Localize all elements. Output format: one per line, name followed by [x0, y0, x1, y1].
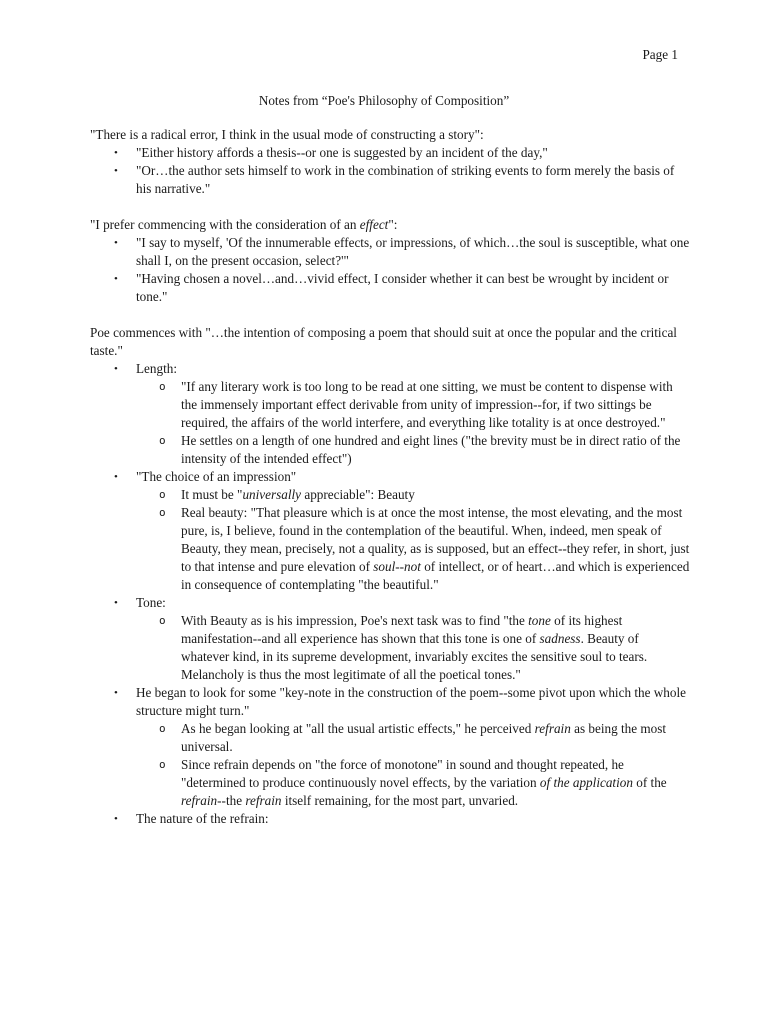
list-item-choice: • "The choice of an impression" o It must be "universally appreciable": Beauty o Real beauty: "That pleasure which is at once the most intense, the most elevating, and the most pure, is, I believe, found in the contemplation of the beautiful. When, indeed, men speak of Beauty, they mean, precisely, not a quality, as is supposed, but an effect--they refer, in short, just to that intense and pure elevation of soul--not of intellect, or of heart…and which is experienced in consequence of contemplating "the beautiful."	[90, 468, 690, 594]
list-item-tone: • Tone: o With Beauty as is his impression, Poe's next task was to find "the tone of its highest manifestation--and all experience has shown that this tone is one of sadness. Beauty of whatever kind, in its supreme development, invariably excites the sensitive soul to tears. Melancholy is thus the most legitimate of all the poetical tones."	[90, 594, 690, 684]
sub-bullet-icon: o	[159, 488, 166, 501]
document-title: Notes from “Poe's Philosophy of Composition”	[258, 93, 510, 108]
sub-list-item: o Real beauty: "That pleasure which is at once the most intense, the most elevating, and the most pure, is, I believe, found in the contemplation of the beautiful. When, indeed, men speak of Beauty, they mean, precisely, not a quality, as is supposed, but an effect--they refer, in short, just to that intense and pure elevation of soul--not of intellect, or of heart…and which is experienced in consequence of contemplating "the beautiful."	[159, 505, 690, 592]
sub-list	[136, 720, 690, 810]
sub-bullet-icon: o	[159, 380, 166, 393]
sub-list-item: o Since refrain depends on "the force of monotone" in sound and thought repeated, he "determined to produce continuously novel effects, by the variation of the application of the refrain--the refrain itself remaining, for the most part, unvaried.	[159, 757, 667, 808]
bullet-icon: •	[114, 237, 118, 249]
list-item-length: • Length: o "If any literary work is too long to be read at one sitting, we must be content to dispense with the immensely important effect derivable from unity of impression--for, if two sittings be required, the affairs of the world interfere, and everything like totality is at once destroyed." o He settles on a length of one hundred and eight lines ("the brevity must be in direct ratio of the intensity of the intended effect")	[90, 360, 690, 468]
section-radical-error	[90, 126, 690, 198]
bullet-list	[90, 360, 690, 828]
section-intro: "There is a radical error, I think in the usual mode of constructing a story":	[90, 127, 484, 142]
list-item-nature: • The nature of the refrain:	[114, 811, 269, 826]
bullet-icon: •	[114, 363, 118, 375]
bullet-icon: •	[114, 813, 118, 825]
section-intro: Poe commences with "…the intention of composing a poem that should suit at once the popular and the critical taste."	[90, 325, 677, 358]
bullet-icon: •	[114, 273, 118, 285]
sub-list	[136, 378, 690, 468]
sub-list-item: o It must be "universally appreciable": Beauty	[159, 487, 415, 502]
section-poem-intention	[90, 324, 690, 828]
sub-bullet-icon: o	[159, 722, 166, 735]
list-item: • "Having chosen a novel…and…vivid effect, I consider whether it can best be wrought by incident or tone."	[114, 271, 669, 304]
bullet-icon: •	[114, 687, 118, 699]
bullet-icon: •	[114, 471, 118, 483]
page-number: Page 1	[642, 47, 678, 62]
sub-list-item: o As he began looking at "all the usual artistic effects," he perceived refrain as being the most universal.	[159, 721, 667, 754]
bullet-icon: •	[114, 147, 118, 159]
sub-bullet-icon: o	[159, 614, 166, 627]
bullet-list	[90, 144, 690, 198]
sub-list-item: o "If any literary work is too long to be read at one sitting, we must be content to dispense with the immensely important effect derivable from unity of impression--for, if two sittings be required, the affairs of the world interfere, and everything like totality is at once destroyed."	[159, 379, 673, 430]
bullet-icon: •	[114, 597, 118, 609]
bullet-list	[90, 234, 690, 306]
list-item: • "Or…the author sets himself to work in the combination of striking events to form merely the basis of his narrative."	[114, 163, 675, 196]
sub-bullet-icon: o	[159, 758, 166, 771]
sub-bullet-icon: o	[159, 506, 166, 519]
list-item: • "I say to myself, 'Of the innumerable effects, or impressions, of which…the soul is susceptible, what one shall I, on the present occasion, select?'"	[114, 235, 690, 268]
section-intro: "I prefer commencing with the consideration of an effect":	[90, 217, 398, 232]
sub-list	[136, 612, 690, 684]
sub-list-item: o With Beauty as is his impression, Poe's next task was to find "the tone of its highest manifestation--and all experience has shown that this tone is one of sadness. Beauty of whatever kind, in its supreme development, invariably excites the sensitive soul to tears. Melancholy is thus the most legitimate of all the poetical tones."	[159, 613, 648, 682]
list-item-keynote: • He began to look for some "key-note in the construction of the poem--some pivot upon which the whole structure might turn." o As he began looking at "all the usual artistic effects," he perceived refrain as being the most universal. o Since refrain depends on "the force of monotone" in sound and thought repeated, he "determined to produce continuously novel effects, by the variation of the application of the refrain--the refrain itself remaining, for the most part, unvaried.	[90, 684, 690, 810]
list-item: • "Either history affords a thesis--or one is suggested by an incident of the day,"	[114, 145, 548, 160]
section-effect	[90, 216, 690, 306]
bullet-icon: •	[114, 165, 118, 177]
sub-list	[136, 486, 690, 594]
sub-list-item: o He settles on a length of one hundred and eight lines ("the brevity must be in direct ratio of the intensity of the intended effect")	[159, 433, 681, 466]
sub-bullet-icon: o	[159, 434, 166, 447]
